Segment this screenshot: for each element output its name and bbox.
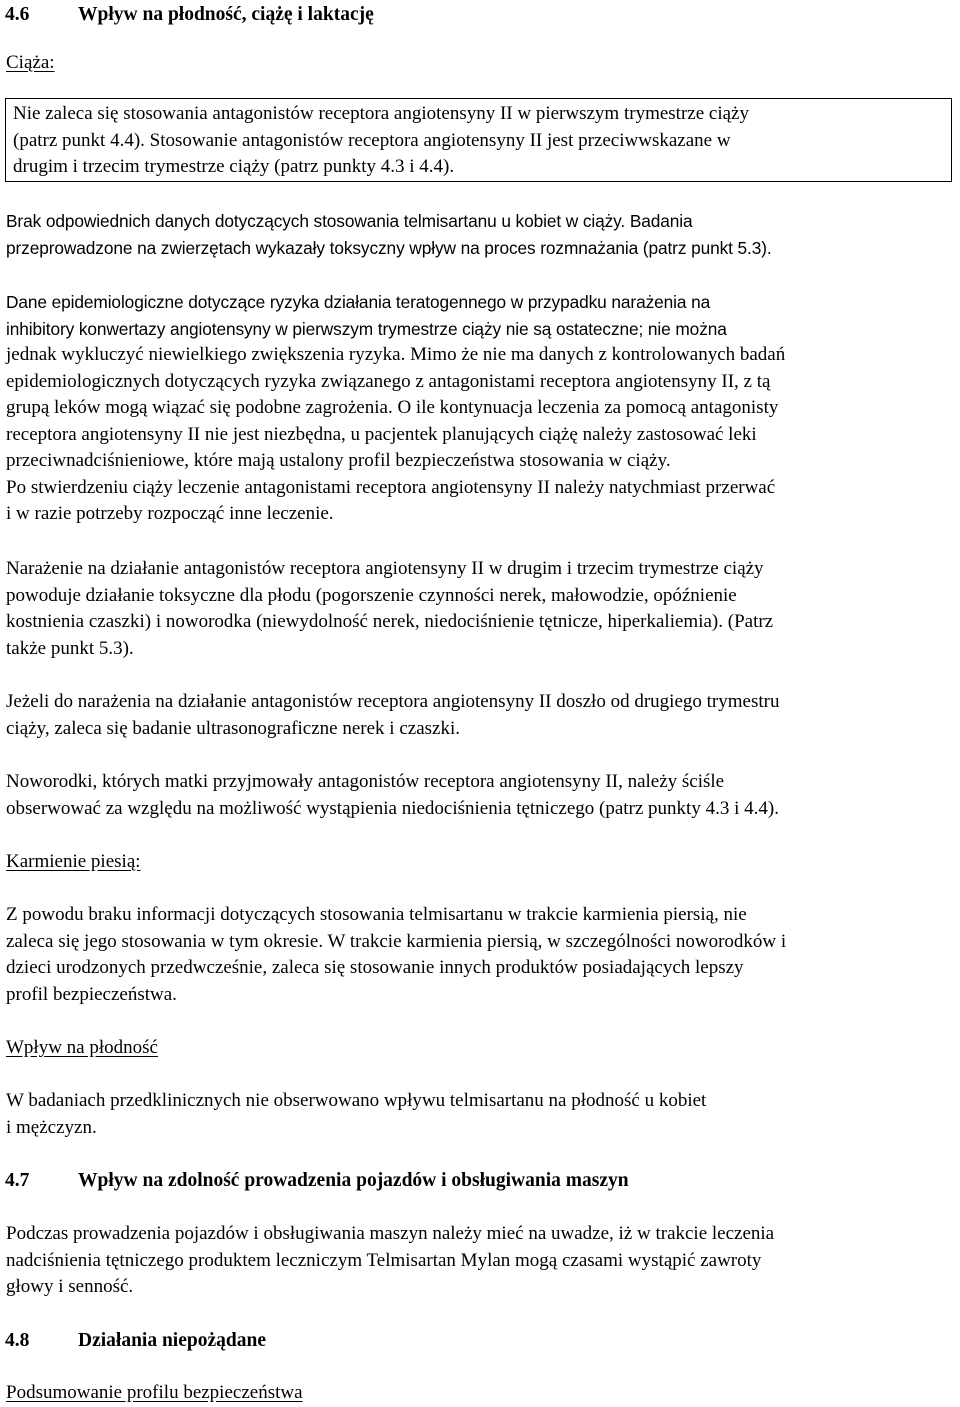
- text-line: receptora angiotensyny II nie jest niezbędna, u pacjentek planujących ciążę należy zastosować leki: [6, 423, 757, 445]
- section-title: Wpływ na zdolność prowadzenia pojazdów i obsługiwania maszyn: [78, 1170, 629, 1191]
- section-number: 4.8: [5, 1330, 30, 1351]
- epidemiology-paragraph-continued: [6, 342, 785, 528]
- ultrasound-paragraph: [6, 689, 779, 742]
- text-line: kostnienia czaszki) i noworodka (niewydolność nerek, niedociśnienie tętnicze, hiperkaliemia). (Patrz: [6, 611, 774, 632]
- text-line: Noworodki, których matki przyjmowały antagonistów receptora angiotensyny II, należy ściśle: [6, 771, 725, 792]
- text-line: i w razie potrzeby rozpocząć inne leczenie.: [6, 503, 334, 524]
- exposure-paragraph: [6, 556, 773, 662]
- fertility-label: Wpływ na płodność: [6, 1037, 158, 1058]
- text-line: profil bezpieczeństwa.: [6, 983, 177, 1005]
- text-line: epidemiologicznych dotyczących ryzyka związanego z antagonistami receptora angiotensyny II, z tą: [6, 370, 771, 392]
- newborn-paragraph: [6, 769, 779, 822]
- text-line: i mężczyzn.: [6, 1116, 97, 1138]
- epidemiology-paragraph-start: [6, 289, 727, 342]
- text-line: przeciwnadciśnieniowe, które mają ustalony profil bezpieczeństwa stosowania w ciąży.: [6, 450, 671, 471]
- text-line: ciąży, zaleca się badanie ultrasonograficzne nerek i czaszki.: [6, 717, 460, 739]
- text-line: Podczas prowadzenia pojazdów i obsługiwania maszyn należy mieć na uwadze, iż w trakcie leczenia: [6, 1223, 775, 1244]
- text-line: Nie zaleca się stosowania antagonistów receptora angiotensyny II w pierwszym trymestrze ciąży: [13, 103, 749, 124]
- text-line: Brak odpowiednich danych dotyczących stosowania telmisartanu u kobiet w ciąży. Badania: [6, 211, 693, 231]
- text-line: powoduje działanie toksyczne dla płodu (pogorszenie czynności nerek, małowodzie, opóźnienie: [6, 584, 737, 606]
- text-line: jednak wykluczyć niewielkiego zwiększenia ryzyka. Mimo że nie ma danych z kontrolowanych badań: [6, 344, 786, 365]
- text-line: przeprowadzone na zwierzętach wykazały toksyczny wpływ na proces rozmnażania (patrz punkt 5.3).: [6, 237, 772, 258]
- section-heading-4-7: [5, 1168, 629, 1195]
- animal-data-paragraph: [6, 208, 772, 261]
- text-line: nadciśnienia tętniczego produktem leczniczym Telmisartan Mylan mogą czasami wystąpić zawroty: [6, 1249, 762, 1271]
- pregnancy-label: Ciąża:: [6, 52, 55, 73]
- text-line: dzieci urodzonych przedwcześnie, zaleca się stosowanie innych produktów posiadających lepszy: [6, 957, 744, 978]
- text-line: Po stwierdzeniu ciąży leczenie antagonistami receptora angiotensyny II należy natychmiast przerwać: [6, 476, 776, 498]
- text-line: głowy i senność.: [6, 1276, 134, 1297]
- section-title: Wpływ na płodność, ciążę i laktację: [78, 4, 374, 25]
- boxed-warning-text: [13, 101, 749, 181]
- breastfeeding-paragraph: [6, 902, 786, 1008]
- text-line: także punkt 5.3).: [6, 637, 134, 659]
- section-heading-4-8: [5, 1328, 266, 1355]
- text-line: Z powodu braku informacji dotyczących stosowania telmisartanu w trakcie karmienia piersią, nie: [6, 904, 747, 925]
- section-heading-4-6: [5, 2, 374, 29]
- breastfeeding-label: Karmienie piesią:: [6, 851, 141, 872]
- text-line: obserwować za względu na możliwość wystąpienia niedociśnienia tętniczego (patrz punkty 4.3 i 4.4).: [6, 797, 779, 819]
- fertility-paragraph: [6, 1088, 706, 1141]
- driving-paragraph: [6, 1221, 774, 1301]
- text-line: grupą leków mogą wiązać się podobne zagrożenia. O ile kontynuacja leczenia za pomocą antagonisty: [6, 397, 779, 418]
- text-line: drugim i trzecim trymestrze ciąży (patrz punkty 4.3 i 4.4).: [13, 156, 455, 177]
- text-line: zaleca się jego stosowania w tym okresie. W trakcie karmienia piersią, w szczególności noworodków i: [6, 930, 787, 952]
- text-line: (patrz punkt 4.4). Stosowanie antagonistów receptora angiotensyny II jest przeciwwskazane w: [13, 129, 731, 151]
- safety-profile-label: Podsumowanie profilu bezpieczeństwa: [6, 1382, 303, 1403]
- text-line: inhibitory konwertazy angiotensyny w pierwszym trymestrze ciąży nie są ostateczne; nie można: [6, 318, 727, 339]
- text-line: Jeżeli do narażenia na działanie antagonistów receptora angiotensyny II doszło od drugiego trymestru: [6, 691, 780, 712]
- text-line: Narażenie na działanie antagonistów receptora angiotensyny II w drugim i trzecim trymestrze ciąży: [6, 558, 764, 579]
- text-line: Dane epidemiologiczne dotyczące ryzyka działania teratogennego w przypadku narażenia na: [6, 292, 711, 312]
- section-title: Działania niepożądane: [78, 1330, 266, 1351]
- section-number: 4.6: [5, 4, 30, 25]
- section-number: 4.7: [5, 1170, 30, 1191]
- text-line: W badaniach przedklinicznych nie obserwowano wpływu telmisartanu na płodność u kobiet: [6, 1090, 707, 1111]
